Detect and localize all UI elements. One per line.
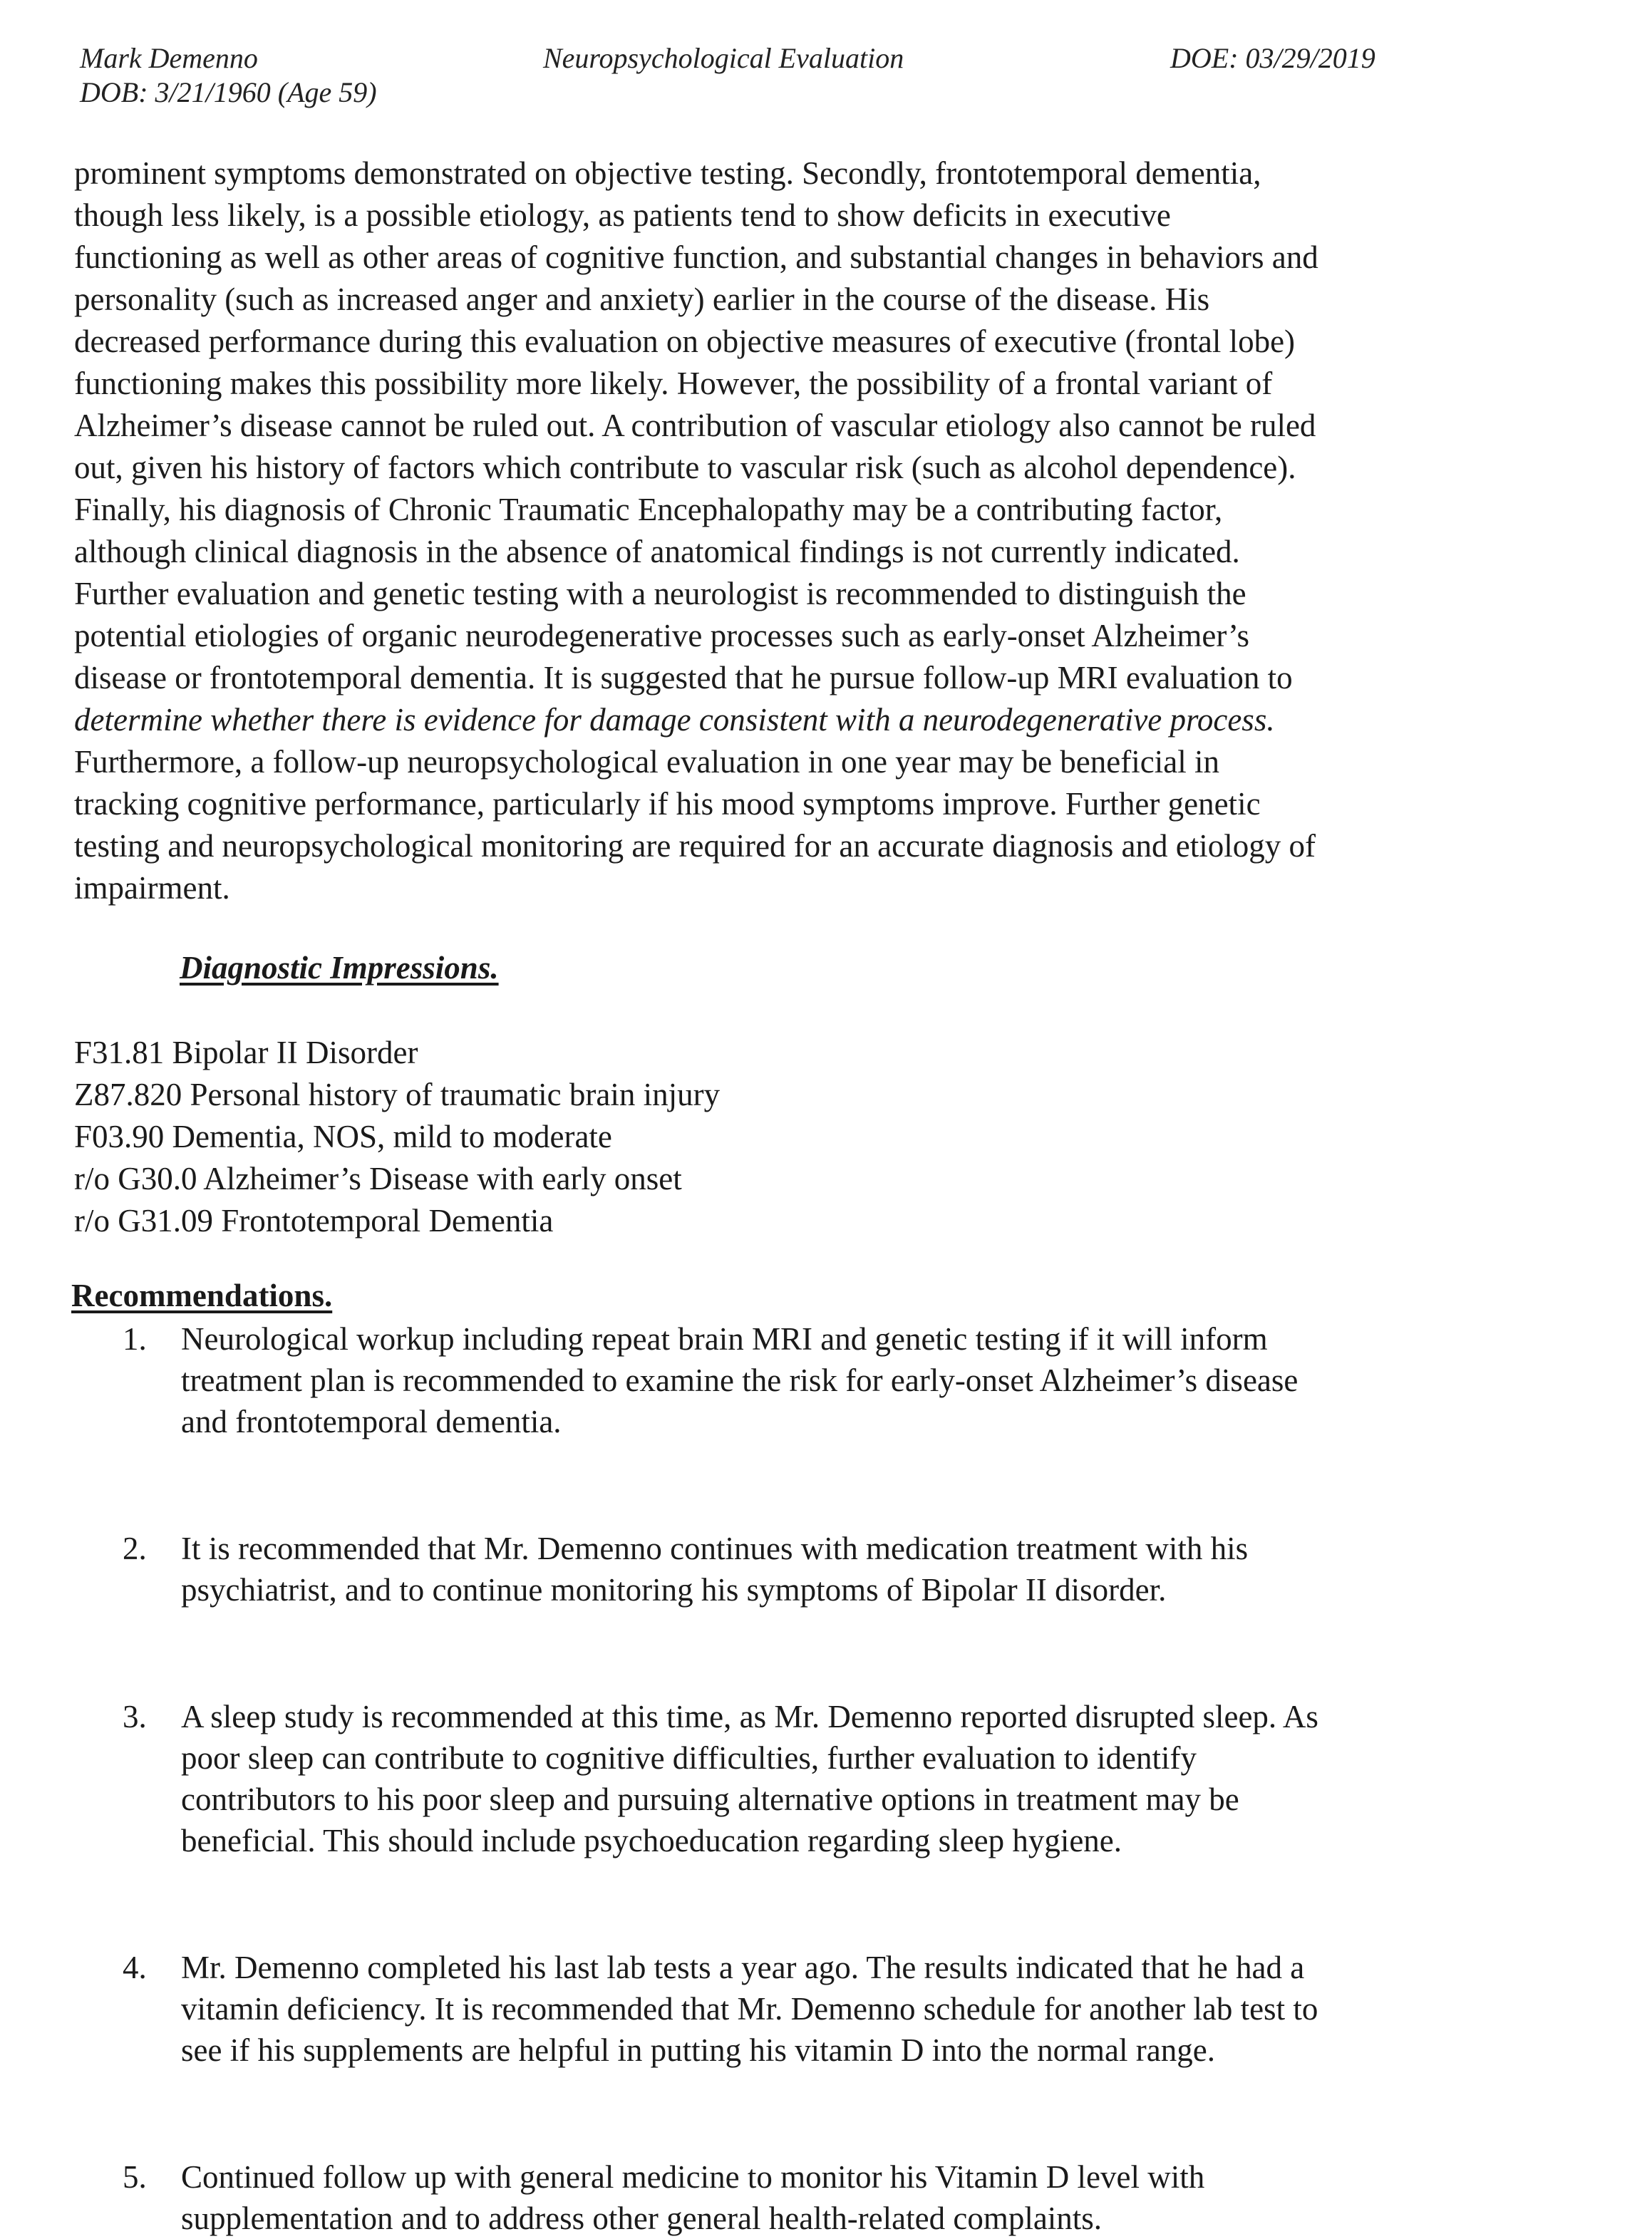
recommendation-number: 3. <box>123 1699 147 1734</box>
paragraph-line: Alzheimer’s disease cannot be ruled out. A contribution of vascular etiology also cannot be ruled <box>74 408 1316 443</box>
diagnosis-item: r/o G30.0 Alzheimer’s Disease with early onset <box>74 1161 682 1196</box>
paragraph-line: functioning makes this possibility more likely. However, the possibility of a frontal variant of <box>74 366 1273 401</box>
recommendation-line: Continued follow up with general medicine to monitor his Vitamin D level with <box>181 2159 1205 2195</box>
recommendation-line: contributors to his poor sleep and pursuing alternative options in treatment may be <box>181 1782 1239 1817</box>
recommendations-list <box>74 1318 1592 2239</box>
recommendation-number: 4. <box>123 1950 147 1985</box>
summary-paragraph <box>74 152 1578 909</box>
spacer <box>74 1442 1592 1528</box>
report-title: Neuropsychological Evaluation <box>543 42 904 74</box>
spacer <box>74 1610 1592 1696</box>
patient-dob: DOB: 3/21/1960 (Age 59) <box>80 76 377 108</box>
paragraph-line: out, given his history of factors which contribute to vascular risk (such as alcohol dependence). <box>74 450 1296 485</box>
paragraph-line: personality (such as increased anger and anxiety) earlier in the course of the disease. His <box>74 281 1210 317</box>
recommendation-number: 5. <box>123 2159 147 2195</box>
recommendation-item <box>74 1696 1592 1861</box>
recommendation-line: and frontotemporal dementia. <box>181 1404 562 1439</box>
diagnosis-item: r/o G31.09 Frontotemporal Dementia <box>74 1203 554 1239</box>
paragraph-line: Finally, his diagnosis of Chronic Traumatic Encephalopathy may be a contributing factor, <box>74 492 1223 527</box>
paragraph-line: decreased performance during this evaluation on objective measures of executive (frontal lobe) <box>74 324 1296 359</box>
diagnostic-list <box>74 1032 720 1242</box>
paragraph-line: prominent symptoms demonstrated on objective testing. Secondly, frontotemporal dementia, <box>74 155 1261 191</box>
paragraph-line: disease or frontotemporal dementia. It is suggested that he pursue follow-up MRI evaluation to <box>74 660 1293 696</box>
recommendation-item <box>74 1318 1592 1442</box>
recommendation-line: supplementation and to address other general health-related complaints. <box>181 2201 1103 2236</box>
diagnosis-item: Z87.820 Personal history of traumatic brain injury <box>74 1077 721 1112</box>
paragraph-line: tracking cognitive performance, particularly if his mood symptoms improve. Further genetic <box>74 786 1261 822</box>
recommendation-line: psychiatrist, and to continue monitoring his symptoms of Bipolar II disorder. <box>181 1572 1167 1608</box>
recommendation-line: It is recommended that Mr. Demenno continues with medication treatment with his <box>181 1531 1249 1566</box>
spacer <box>74 2071 1592 2156</box>
recommendation-item <box>74 1528 1592 1610</box>
paragraph-line: functioning as well as other areas of cognitive function, and substantial changes in behaviors and <box>74 239 1318 275</box>
recommendation-item <box>74 2156 1592 2239</box>
recommendation-line: A sleep study is recommended at this time, as Mr. Demenno reported disrupted sleep. As <box>181 1699 1318 1734</box>
recommendation-line: beneficial. This should include psychoeducation regarding sleep hygiene. <box>181 1823 1122 1858</box>
date-of-evaluation: DOE: 03/29/2019 <box>1170 42 1375 74</box>
paragraph-line: impairment. <box>74 870 230 906</box>
paragraph-line: Further evaluation and genetic testing with a neurologist is recommended to distinguish the <box>74 576 1246 611</box>
spacer <box>74 1861 1592 1947</box>
paragraph-line: potential etiologies of organic neurodegenerative processes such as early-onset Alzheimer’s <box>74 618 1250 653</box>
paragraph-line: though less likely, is a possible etiology, as patients tend to show deficits in executive <box>74 197 1171 233</box>
paragraph-line: Furthermore, a follow-up neuropsychological evaluation in one year may be beneficial in <box>74 744 1219 780</box>
diagnosis-item: F31.81 Bipolar II Disorder <box>74 1035 418 1070</box>
recommendations-heading: Recommendations. <box>71 1278 333 1313</box>
patient-name: Mark Demenno <box>80 42 258 74</box>
recommendation-line: Mr. Demenno completed his last lab tests a year ago. The results indicated that he had a <box>181 1950 1305 1985</box>
diagnostic-impressions-heading: Diagnostic Impressions. <box>180 950 499 986</box>
recommendation-number: 2. <box>123 1531 147 1566</box>
recommendation-line: Neurological workup including repeat brain MRI and genetic testing if it will inform <box>181 1321 1268 1357</box>
paragraph-line: testing and neuropsychological monitoring are required for an accurate diagnosis and etiology of <box>74 828 1316 864</box>
recommendation-line: see if his supplements are helpful in putting his vitamin D into the normal range. <box>181 2032 1215 2068</box>
diagnosis-item: F03.90 Dementia, NOS, mild to moderate <box>74 1119 612 1154</box>
recommendation-line: vitamin deficiency. It is recommended that Mr. Demenno schedule for another lab test to <box>181 1991 1318 2027</box>
paragraph-line: although clinical diagnosis in the absence of anatomical findings is not currently indicated. <box>74 534 1240 569</box>
paragraph-line: determine whether there is evidence for damage consistent with a neurodegenerative process. <box>74 702 1275 738</box>
recommendation-item <box>74 1947 1592 2071</box>
recommendation-number: 1. <box>123 1321 147 1357</box>
recommendation-line: treatment plan is recommended to examine the risk for early-onset Alzheimer’s disease <box>181 1362 1299 1398</box>
recommendation-line: poor sleep can contribute to cognitive difficulties, further evaluation to identify <box>181 1740 1197 1776</box>
